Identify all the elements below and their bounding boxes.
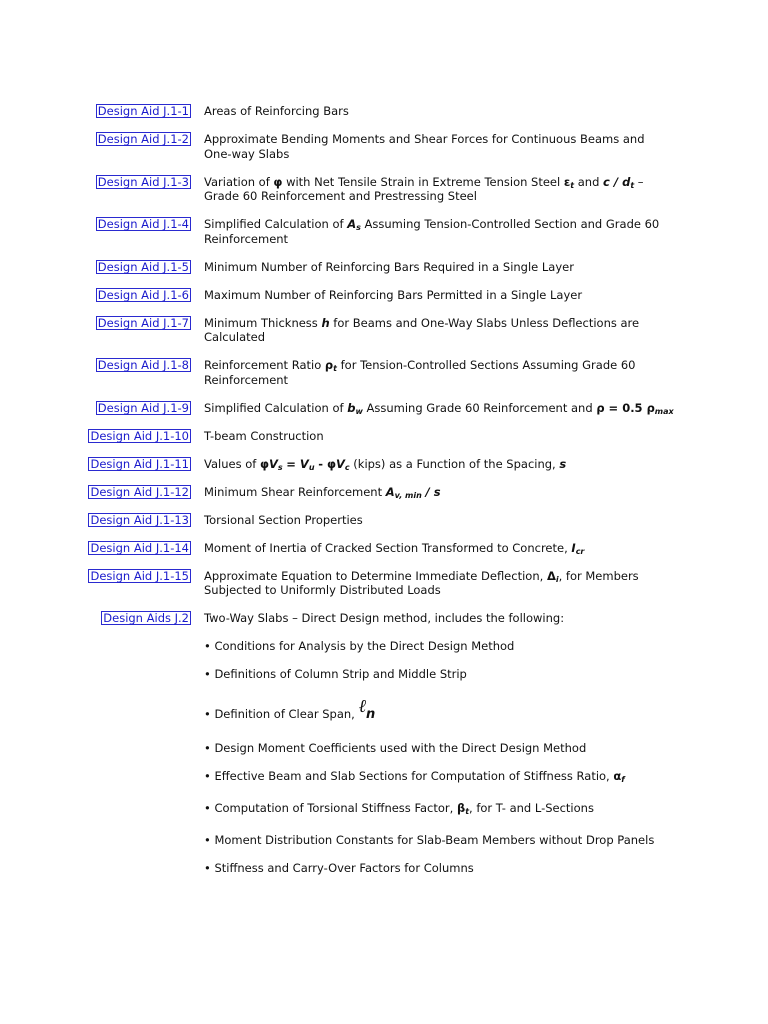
design-aid-title: Approximate Bending Moments and Shear Forces for Continuous Beams and One-way Slabs bbox=[204, 132, 645, 161]
bullet-item: • Definitions of Column Strip and Middle Strip bbox=[204, 667, 467, 681]
design-aid-row bbox=[0, 611, 768, 626]
design-aid-row bbox=[0, 175, 768, 204]
design-aid-title: Maximum Number of Reinforcing Bars Permitted in a Single Layer bbox=[204, 287, 583, 302]
design-aid-link[interactable]: Design Aid J.1-6 bbox=[97, 287, 189, 302]
design-aid-title: Values of $\varphi V_s = V_u - \varphi V_c$ (kips) as a Function of the Spacing, s bbox=[204, 456, 567, 472]
design-aid-link[interactable]: Design Aid J.1-3 bbox=[97, 174, 189, 189]
design-aid-title: T-beam Construction bbox=[204, 428, 324, 443]
design-aid-title: Minimum Shear Reinforcement $A_{v, min}$ / s bbox=[204, 484, 441, 500]
design-aid-row bbox=[0, 217, 768, 246]
bullet-item: • Conditions for Analysis by the Direct Design Method bbox=[204, 639, 515, 653]
design-aid-title: Reinforcement Ratio $\rho_t$ for Tension-Controlled Sections Assuming Grade 60 Reinforcement bbox=[204, 358, 636, 387]
design-aid-link[interactable]: Design Aids J.2 bbox=[103, 611, 189, 625]
design-aid-link[interactable]: Design Aid J.1-5 bbox=[97, 259, 189, 274]
bullet-item: • Effective Beam and Slab Sections for Computation of Stiffness Ratio, $\alpha_f$ bbox=[204, 769, 625, 784]
design-aid-link[interactable]: Design Aid J.1-12 bbox=[90, 484, 189, 499]
design-aid-link[interactable]: Design Aid J.1-15 bbox=[90, 568, 189, 583]
design-aid-link[interactable]: Design Aid J.1-9 bbox=[97, 400, 189, 415]
design-aid-row bbox=[0, 569, 768, 598]
design-aid-title: Two-Way Slabs – Direct Design method, includes the following: bbox=[204, 611, 565, 625]
design-aid-row bbox=[0, 358, 768, 387]
design-aid-title: Areas of Reinforcing Bars bbox=[204, 104, 349, 118]
design-aid-row bbox=[0, 401, 768, 416]
bullet-item: • Design Moment Coefficients used with the Direct Design Method bbox=[204, 741, 587, 755]
design-aid-link[interactable]: Design Aid J.1-4 bbox=[97, 217, 189, 231]
design-aid-link[interactable]: Design Aid J.1-1 bbox=[97, 104, 189, 118]
design-aid-link[interactable]: Design Aid J.1-8 bbox=[97, 358, 189, 372]
design-aid-row bbox=[0, 260, 768, 275]
design-aid-link[interactable]: Design Aid J.1-11 bbox=[90, 456, 189, 471]
design-aid-row bbox=[0, 288, 768, 303]
design-aid-row bbox=[0, 316, 768, 345]
direct-design-bullet-list bbox=[0, 639, 768, 876]
design-aid-row bbox=[0, 485, 768, 500]
design-aid-title: Variation of φ with Net Tensile Strain in Extreme Tension Steel $\varepsilon_t$ and c / $d_t$ – Grade 60 Reinforcement and Prestressing Steel bbox=[204, 174, 644, 203]
design-aid-title: Simplified Calculation of $A_s$ Assuming Tension-Controlled Section and Grade 60 Reinforcement bbox=[204, 217, 660, 246]
design-aid-title: Torsional Section Properties bbox=[204, 512, 363, 527]
design-aid-link[interactable]: Design Aid J.1-13 bbox=[90, 512, 189, 527]
design-aid-row bbox=[0, 429, 768, 444]
design-aid-link[interactable]: Design Aid J.1-14 bbox=[90, 540, 189, 555]
design-aid-title: Simplified Calculation of $b_w$ Assuming Grade 60 Reinforcement and ρ = 0.5 $\rho_{max}$ bbox=[204, 400, 674, 416]
design-aid-link[interactable]: Design Aid J.1-7 bbox=[97, 315, 189, 330]
design-aid-title: Moment of Inertia of Cracked Section Transformed to Concrete, $I_{cr}$ bbox=[204, 540, 585, 556]
design-aid-link[interactable]: Design Aid J.1-10 bbox=[90, 428, 189, 443]
design-aid-row bbox=[0, 513, 768, 528]
design-aid-list bbox=[0, 104, 768, 626]
bullet-item: • Definition of Clear Span, ℓ$_n$ bbox=[204, 695, 376, 722]
design-aid-title: Approximate Equation to Determine Immediate Deflection, $\Delta_i$, for Members Subjected to Uniformly Distributed Loads bbox=[204, 568, 639, 597]
design-aid-row bbox=[0, 457, 768, 472]
bullet-item: • Computation of Torsional Stiffness Factor, $\beta_t$, for T- and L-Sections bbox=[204, 801, 594, 816]
design-aid-row bbox=[0, 541, 768, 556]
bullet-item: • Stiffness and Carry-Over Factors for Columns bbox=[204, 861, 474, 875]
design-aid-row bbox=[0, 132, 768, 161]
design-aid-title: Minimum Thickness h for Beams and One-Way Slabs Unless Deflections are Calculated bbox=[204, 315, 640, 344]
design-aid-link[interactable]: Design Aid J.1-2 bbox=[97, 132, 189, 146]
design-aid-title: Minimum Number of Reinforcing Bars Required in a Single Layer bbox=[204, 259, 574, 274]
design-aid-index bbox=[0, 104, 768, 876]
bullet-item: • Moment Distribution Constants for Slab-Beam Members without Drop Panels bbox=[204, 833, 655, 847]
design-aid-row bbox=[0, 104, 768, 119]
